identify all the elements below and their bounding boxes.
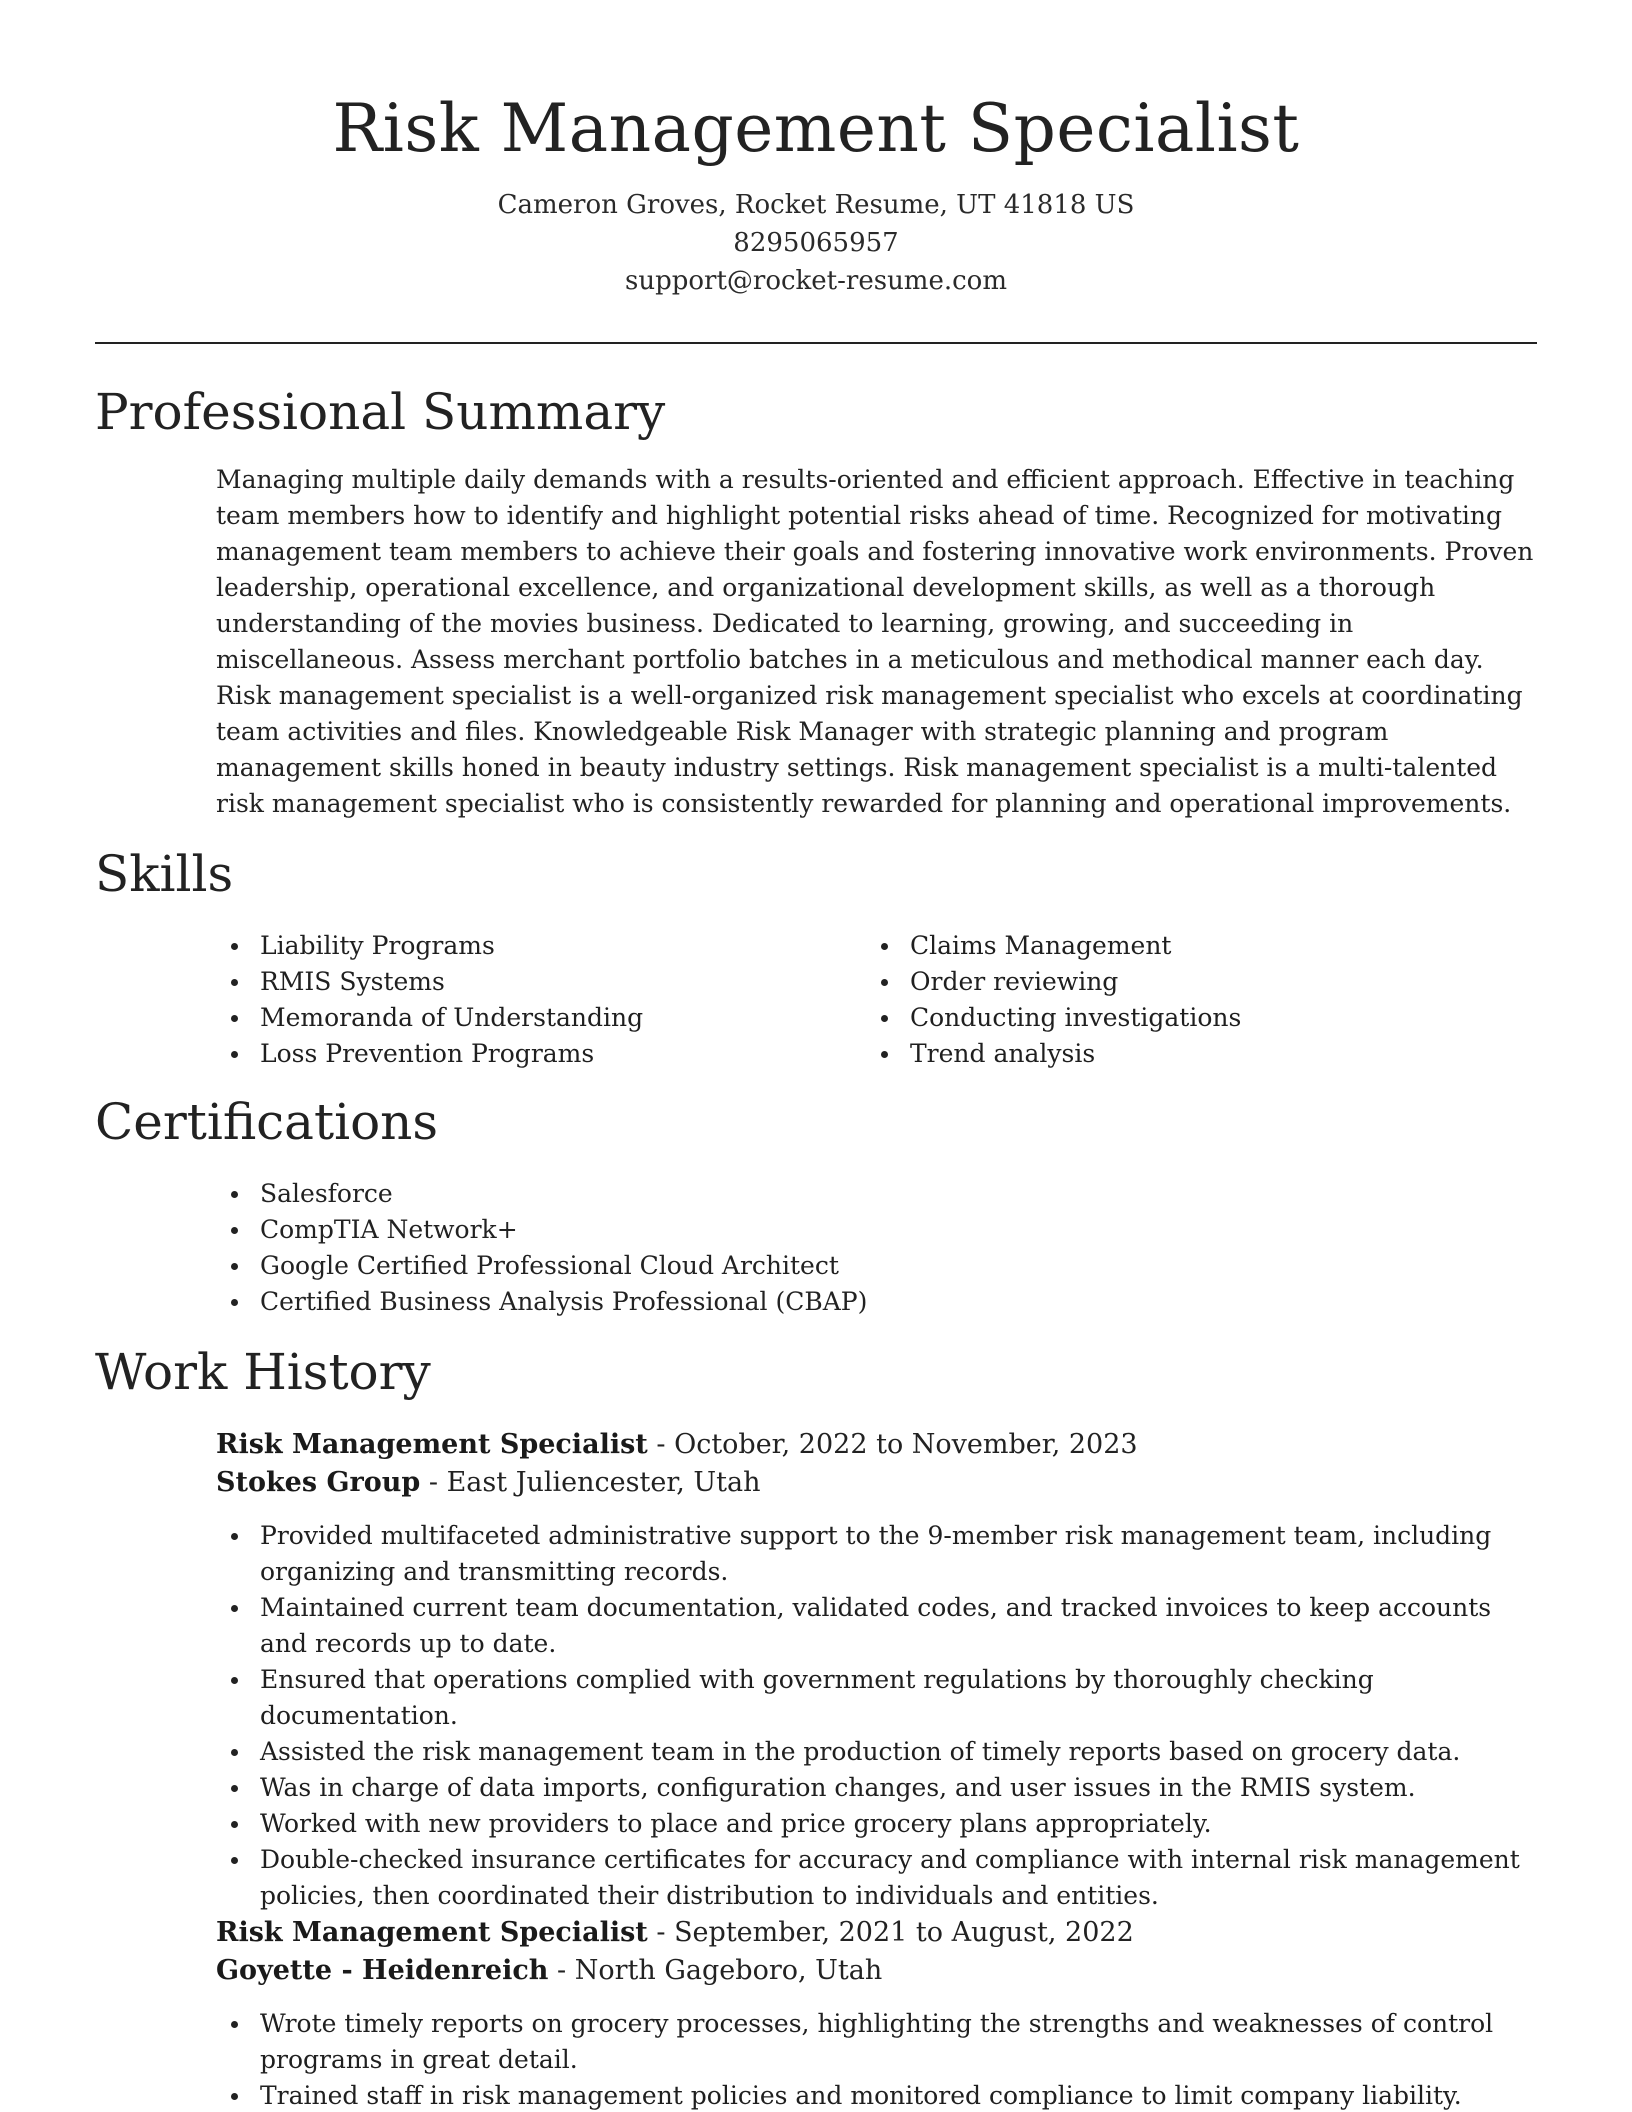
certification-item: CompTIA Network+ xyxy=(216,1212,1537,1248)
job-separator: - xyxy=(656,1429,675,1460)
page-title: Risk Management Specialist xyxy=(332,90,1300,167)
job-title-line xyxy=(216,1914,1537,1952)
job-bullets xyxy=(216,1518,1537,1914)
job-separator: - xyxy=(557,1955,575,1986)
job-title-line xyxy=(216,1426,1537,1464)
skill-item: Claims Management xyxy=(866,928,1516,964)
job-company: Stokes Group xyxy=(216,1467,421,1498)
skills-column-left xyxy=(216,928,866,1072)
skill-item: Trend analysis xyxy=(866,1036,1516,1072)
job-bullet: Ensured that operations complied with government regulations by thoroughly checking documentation. xyxy=(216,1662,1537,1734)
certifications-list xyxy=(216,1176,1537,1320)
job-company: Goyette - Heidenreich xyxy=(216,1955,549,1986)
job-role: Risk Management Specialist xyxy=(216,1917,648,1948)
skill-item: Loss Prevention Programs xyxy=(216,1036,866,1072)
job-location: North Gageboro, Utah xyxy=(574,1955,883,1986)
contact-phone: 8295065957 xyxy=(733,228,899,258)
job-company-line xyxy=(216,1952,1537,1990)
skills-column-right xyxy=(866,928,1516,1072)
header-divider xyxy=(95,342,1537,344)
skills-heading: Skills xyxy=(95,845,234,903)
certifications-heading: Certifications xyxy=(95,1093,439,1151)
skill-item: Liability Programs xyxy=(216,928,866,964)
job-bullet: Provided multifaceted administrative support to the 9-member risk management team, including organizing and transmitting records. xyxy=(216,1518,1537,1590)
certification-item: Salesforce xyxy=(216,1176,1537,1212)
job-location: East Juliencester, Utah xyxy=(446,1467,761,1498)
job-bullet: Worked with new providers to place and price grocery plans appropriately. xyxy=(216,1806,1537,1842)
skill-item: Order reviewing xyxy=(866,964,1516,1000)
summary-heading: Professional Summary xyxy=(95,383,666,441)
summary-text: Managing multiple daily demands with a results-oriented and efficient approach. Effective in teaching team members how to identify and highlight potential risks ahead of time. Recognized for motivating management team members to achieve their goals and fostering innovative work environments. Proven leadership, operational excellence, and organizational development skills, as well as a thorough understanding of the movies business. Dedicated to learning, growing, and succeeding in miscellaneous. Assess merchant portfolio batches in a meticulous and methodical manner each day. Risk management specialist is a well-organized risk management specialist who excels at coordinating team activities and files. Knowledgeable Risk Manager with strategic planning and program management skills honed in beauty industry settings. Risk management specialist is a multi-talented risk management specialist who is consistently rewarded for planning and operational improvements. xyxy=(216,465,1534,818)
skill-item: RMIS Systems xyxy=(216,964,866,1000)
job-bullet: Maintained current team documentation, validated codes, and tracked invoices to keep accounts and records up to date. xyxy=(216,1590,1537,1662)
job-bullet: Assisted the risk management team in the production of timely reports based on grocery data. xyxy=(216,1734,1537,1770)
job-entry xyxy=(216,1914,1537,2112)
contact-address: Cameron Groves, Rocket Resume, UT 41818 US xyxy=(497,190,1135,220)
contact-block xyxy=(95,186,1537,300)
skill-item: Conducting investigations xyxy=(866,1000,1516,1036)
job-bullet: Was in charge of data imports, configuration changes, and user issues in the RMIS system. xyxy=(216,1770,1537,1806)
work-history-heading: Work History xyxy=(95,1343,431,1401)
job-bullets xyxy=(216,2006,1537,2112)
job-bullet: Double-checked insurance certificates for accuracy and compliance with internal risk management policies, then coordinated their distribution to individuals and entities. xyxy=(216,1842,1537,1914)
certification-item: Google Certified Professional Cloud Architect xyxy=(216,1248,1537,1284)
job-separator: - xyxy=(428,1467,447,1498)
job-entry xyxy=(216,1426,1537,1914)
job-bullet: Trained staff in risk management policies and monitored compliance to limit company liability. xyxy=(216,2078,1537,2112)
job-separator: - xyxy=(656,1917,675,1948)
skills-list xyxy=(216,928,1537,1072)
job-company-line xyxy=(216,1464,1537,1502)
skill-item: Memoranda of Understanding xyxy=(216,1000,866,1036)
resume-header xyxy=(95,84,1537,300)
job-dates: October, 2022 to November, 2023 xyxy=(674,1429,1138,1460)
job-bullet: Wrote timely reports on grocery processes, highlighting the strengths and weaknesses of control programs in great detail. xyxy=(216,2006,1537,2078)
contact-email: support@rocket-resume.com xyxy=(624,266,1007,296)
job-role: Risk Management Specialist xyxy=(216,1429,648,1460)
certification-item: Certified Business Analysis Professional (CBAP) xyxy=(216,1284,1537,1320)
job-dates: September, 2021 to August, 2022 xyxy=(674,1917,1134,1948)
